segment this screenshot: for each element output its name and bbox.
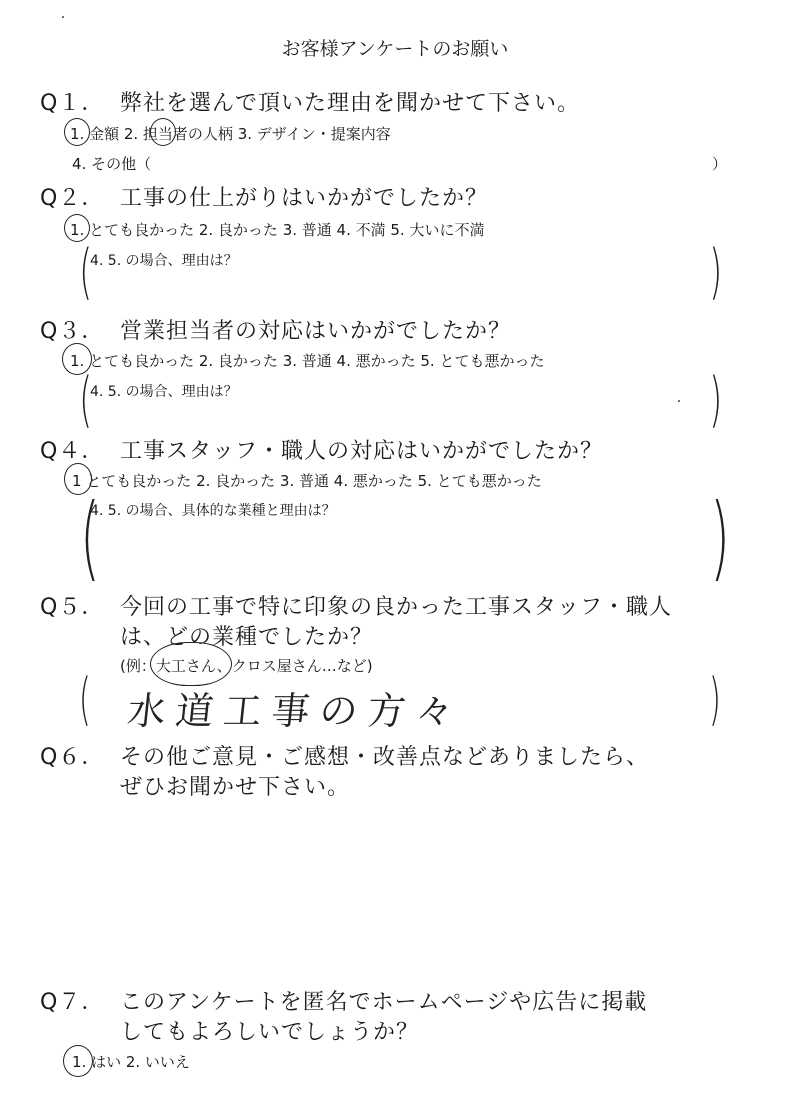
q5-number: Q５． bbox=[40, 595, 105, 620]
q5-text-line2: は、どの業種でしたか？ bbox=[120, 625, 374, 650]
q1-question bbox=[40, 86, 580, 117]
q1-other-close-paren: ） bbox=[712, 155, 728, 173]
q1-options: 1. 金額 2. 担当者の人柄 3. デザイン・提案内容 bbox=[70, 125, 391, 143]
q2-options: 1. とても良かった 2. 良かった 3. 普通 4. 不満 5. 大いに不満 bbox=[70, 221, 485, 239]
q3-text: 営業担当者の対応はいかがでしたか？ bbox=[120, 319, 512, 344]
q1-option1-selection-circle bbox=[64, 118, 90, 146]
q5-question bbox=[40, 590, 672, 621]
stray-mark bbox=[678, 400, 680, 402]
q3-number: Q３． bbox=[40, 319, 105, 344]
q2-answer-close-paren: ) bbox=[709, 237, 723, 307]
q7-text-line2: してもよろしいでしょうか？ bbox=[120, 1020, 420, 1045]
q3-question bbox=[40, 314, 511, 345]
q2-answer-open-paren: ( bbox=[79, 237, 93, 307]
q2-number: Q２． bbox=[40, 186, 105, 211]
q2-reason-label: 4. 5. の場合、理由は？ bbox=[90, 253, 238, 269]
q6-question bbox=[40, 740, 649, 771]
q4-options: 1 とても良かった 2. 良かった 3. 普通 4. 悪かった 5. とても悪かった bbox=[72, 472, 542, 490]
q5-handwritten-answer: 水道工事の方々 bbox=[125, 689, 466, 733]
q1-number: Q１． bbox=[40, 91, 105, 116]
q4-answer-close-paren: ) bbox=[710, 484, 730, 591]
q7-number: Q７． bbox=[40, 990, 105, 1015]
q3-reason-label: 4. 5. の場合、理由は？ bbox=[90, 384, 238, 400]
q6-text-line2: ぜひお聞かせ下さい。 bbox=[120, 775, 351, 800]
q5-text-line1: 今回の工事で特に印象の良かった工事スタッフ・職人 bbox=[120, 595, 673, 620]
q5-answer-open-paren: ( bbox=[78, 667, 91, 732]
q2-text: 工事の仕上がりはいかがでしたか？ bbox=[120, 186, 489, 211]
q4-question bbox=[40, 434, 603, 465]
q2-question bbox=[40, 181, 488, 212]
q6-text-line1: その他ご意見・ご感想・改善点などありましたら、 bbox=[120, 745, 650, 770]
q7-selection-circle bbox=[63, 1045, 93, 1077]
q4-answer-open-paren: ( bbox=[80, 484, 100, 591]
q4-text: 工事スタッフ・職人の対応はいかがでしたか？ bbox=[120, 439, 604, 464]
scan-speck bbox=[62, 16, 64, 18]
q1-other-option: 4. その他（ bbox=[72, 155, 152, 173]
q1-option2-selection-circle bbox=[150, 118, 176, 146]
q6-number: Q６． bbox=[40, 745, 105, 770]
q4-reason-label: 4. 5. の場合、具体的な業種と理由は？ bbox=[90, 503, 336, 519]
q7-text-line1: このアンケートを匿名でホームページや広告に掲載 bbox=[120, 990, 648, 1015]
q5-example: (例：大工さん、クロス屋さん…など) bbox=[120, 657, 373, 675]
q3-answer-open-paren: ( bbox=[79, 365, 93, 435]
page-title: お客様アンケートのお願い bbox=[281, 38, 509, 60]
q1-text: 弊社を選んで頂いた理由を聞かせて下さい。 bbox=[120, 91, 581, 116]
q4-number: Q４． bbox=[40, 439, 105, 464]
q3-answer-close-paren: ) bbox=[709, 365, 723, 435]
q5-answer-close-paren: ) bbox=[708, 667, 721, 732]
q7-options: 1. はい 2. いいえ bbox=[72, 1053, 190, 1071]
q3-options: 1. とても良かった 2. 良かった 3. 普通 4. 悪かった 5. とても悪かった bbox=[70, 352, 545, 370]
q7-question bbox=[40, 985, 647, 1016]
